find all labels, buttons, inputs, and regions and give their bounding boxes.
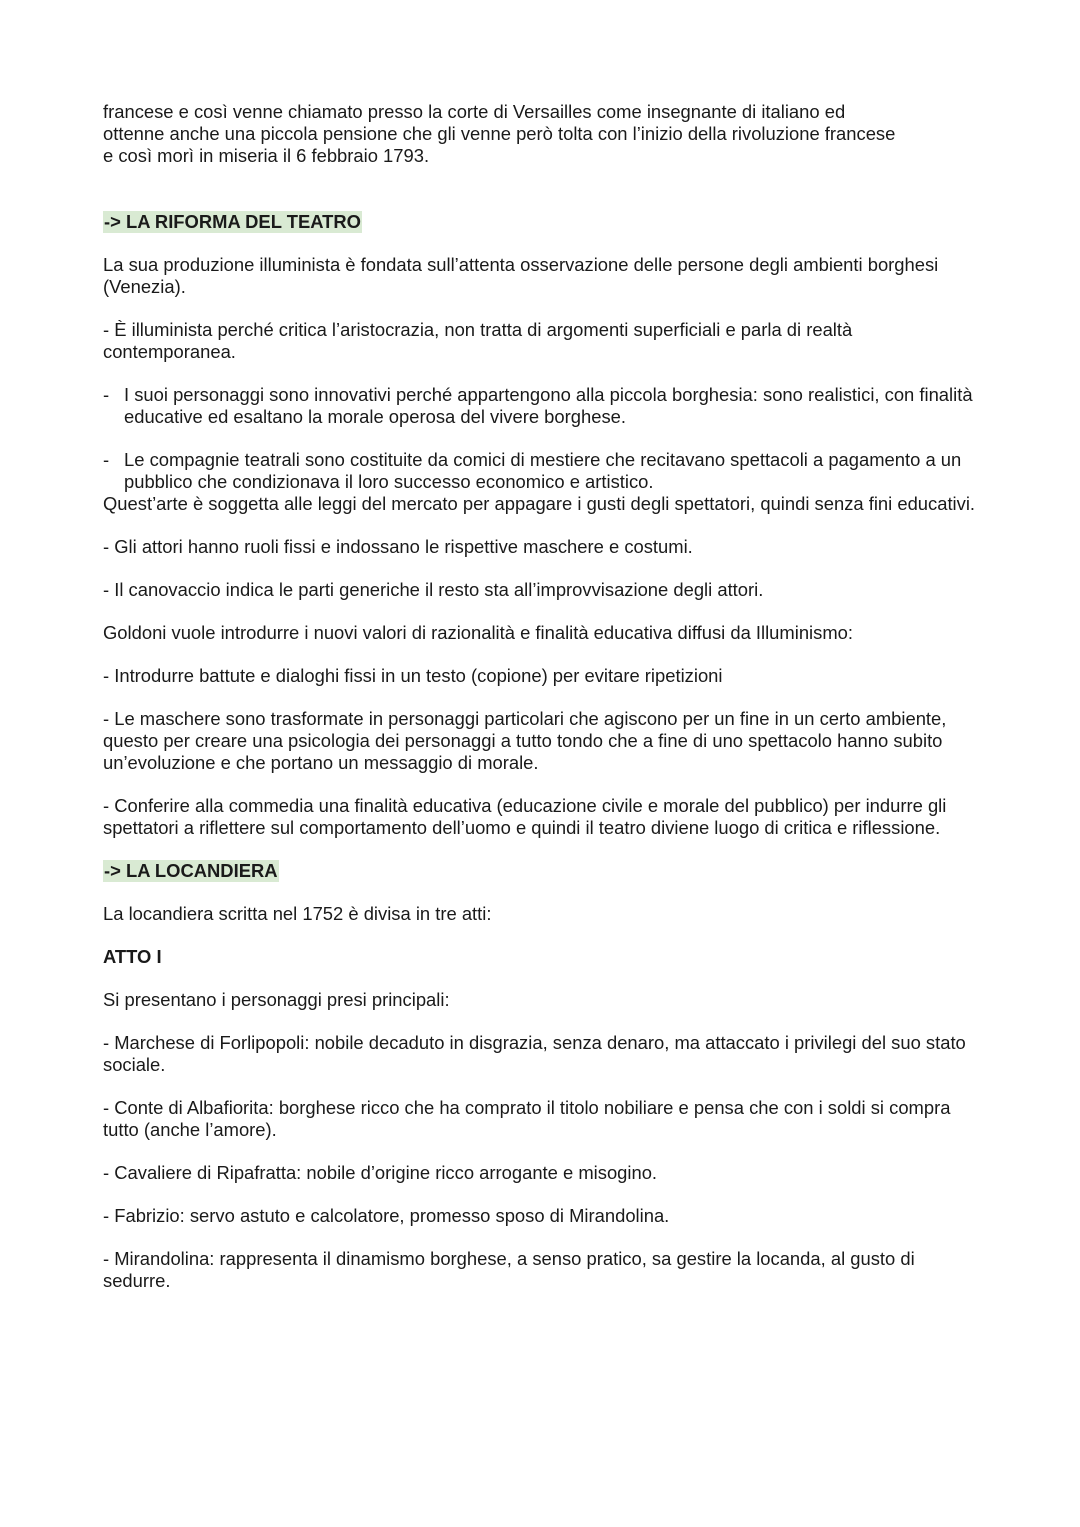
- list-item-text: I suoi personaggi sono innovativi perché appartengono alla piccola borghesia: sono realistici, con finalità educative ed esaltano la morale operosa del vivere borghese.: [124, 384, 973, 427]
- locandiera-paragraph-1: La locandiera scritta nel 1752 è divisa in tre atti:: [103, 903, 492, 924]
- dash-marker: -: [103, 384, 110, 405]
- riforma-paragraph-4: - Il canovaccio indica le parti generiche il resto sta all’improvvisazione degli attori.: [103, 579, 764, 600]
- riforma-paragraph-6: - Introdurre battute e dialoghi fissi in un testo (copione) per evitare ripetizioni: [103, 665, 723, 686]
- locandiera-paragraph-2: Si presentano i personaggi presi principali:: [103, 989, 450, 1010]
- list-item-text: Le compagnie teatrali sono costituite da comici di mestiere che recitavano spettacoli a pagamento a un pubblico che condizionava il loro successo economico e artistico.: [124, 449, 962, 492]
- intro-line: ottenne anche una piccola pensione che gli venne però tolta con l’inizio della rivoluzione francese: [103, 123, 896, 144]
- document-page: [103, 101, 983, 1292]
- riforma-list-item-2: [103, 449, 983, 493]
- riforma-paragraph-7: - Le maschere sono trasformate in personaggi particolari che agiscono per un fine in un certo ambiente, questo per creare una psicologia dei personaggi a tutto tondo che a fine di uno spettacolo hanno subito un’evoluzione e che portano un messaggio di morale.: [103, 708, 947, 773]
- character-conte: - Conte di Albafiorita: borghese ricco che ha comprato il titolo nobiliare e pensa che con i soldi si compra tutto (anche l’amore).: [103, 1097, 951, 1140]
- dash-marker: -: [103, 449, 110, 470]
- locandiera-heading: -> LA LOCANDIERA: [104, 860, 278, 881]
- intro-line: francese e così venne chiamato presso la corte di Versailles come insegnante di italiano ed: [103, 101, 846, 122]
- riforma-paragraph-3: - Gli attori hanno ruoli fissi e indossano le rispettive maschere e costumi.: [103, 536, 693, 557]
- character-mirandolina: - Mirandolina: rappresenta il dinamismo borghese, a senso pratico, sa gestire la locanda, al gusto di sedurre.: [103, 1248, 915, 1291]
- locandiera-heading-row: [103, 860, 983, 882]
- character-fabrizio: - Fabrizio: servo astuto e calcolatore, promesso sposo di Mirandolina.: [103, 1205, 670, 1226]
- riforma-heading-row: [103, 211, 983, 233]
- riforma-list-item-2-continuation: Quest’arte è soggetta alle leggi del mercato per appagare i gusti degli spettatori, quindi senza fini educativi.: [103, 493, 976, 514]
- riforma-heading: -> LA RIFORMA DEL TEATRO: [104, 211, 361, 232]
- character-marchese: - Marchese di Forlipopoli: nobile decaduto in disgrazia, senza denaro, ma attaccato i privilegi del suo stato sociale.: [103, 1032, 966, 1075]
- atto-heading: ATTO I: [103, 946, 162, 967]
- riforma-paragraph-8: - Conferire alla commedia una finalità educativa (educazione civile e morale del pubblico) per indurre gli spettatori a riflettere sul comportamento dell’uomo e quindi il teatro diviene luogo di critica e riflessione.: [103, 795, 947, 838]
- intro-paragraph: [103, 101, 983, 167]
- intro-line: e così morì in miseria il 6 febbraio 1793.: [103, 145, 430, 166]
- riforma-list-item-1: [103, 384, 983, 428]
- riforma-paragraph-5: Goldoni vuole introdurre i nuovi valori di razionalità e finalità educativa diffusi da Illuminismo:: [103, 622, 853, 643]
- riforma-paragraph-2: - È illuminista perché critica l’aristocrazia, non tratta di argomenti superficiali e parla di realtà contemporanea.: [103, 319, 853, 362]
- riforma-paragraph-1: La sua produzione illuminista è fondata sull’attenta osservazione delle persone degli ambienti borghesi (Venezia).: [103, 254, 939, 297]
- character-cavaliere: - Cavaliere di Ripafratta: nobile d’origine ricco arrogante e misogino.: [103, 1162, 658, 1183]
